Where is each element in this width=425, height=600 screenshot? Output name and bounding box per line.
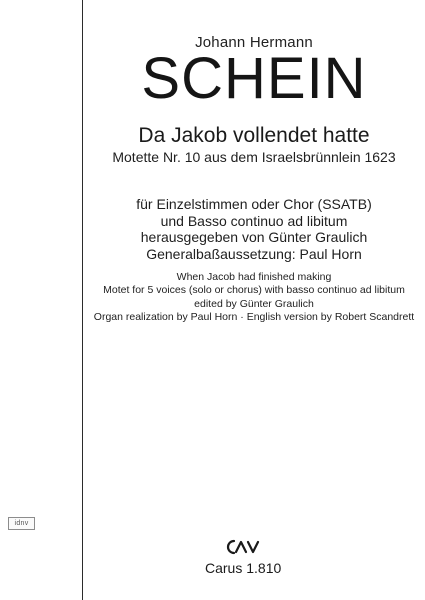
english-credit-line: Organ realization by Paul Horn · English version by Robert Scandrett — [93, 310, 415, 323]
german-credit-line: herausgegeben von Günter Graulich — [140, 229, 368, 245]
idnv-stamp: idnv — [8, 517, 35, 530]
german-credit-line: für Einzelstimmen oder Chor (SSATB) — [136, 196, 372, 212]
work-title: Da Jakob vollendet hatte — [138, 124, 370, 147]
english-credits — [83, 271, 425, 324]
catalog-number: Carus 1.810 — [205, 560, 282, 576]
carus-logo-icon — [224, 538, 260, 556]
german-credits — [83, 196, 425, 262]
composer-first-names: Johann Hermann — [195, 34, 313, 51]
english-credit-line: Motet for 5 voices (solo or chorus) with basso continuo ad libitum — [103, 284, 405, 297]
composer-surname: SCHEIN — [141, 46, 367, 111]
german-credit-line: und Basso continuo ad libitum — [160, 212, 348, 229]
work-subtitle: Motette Nr. 10 aus dem Israelsbrünnlein 1623 — [112, 149, 396, 165]
german-credit-line: Generalbaßaussetzung: Paul Horn — [146, 245, 362, 262]
english-credit-line: edited by Günter Graulich — [194, 297, 314, 310]
english-credit-line: When Jacob had finished making — [176, 271, 332, 283]
